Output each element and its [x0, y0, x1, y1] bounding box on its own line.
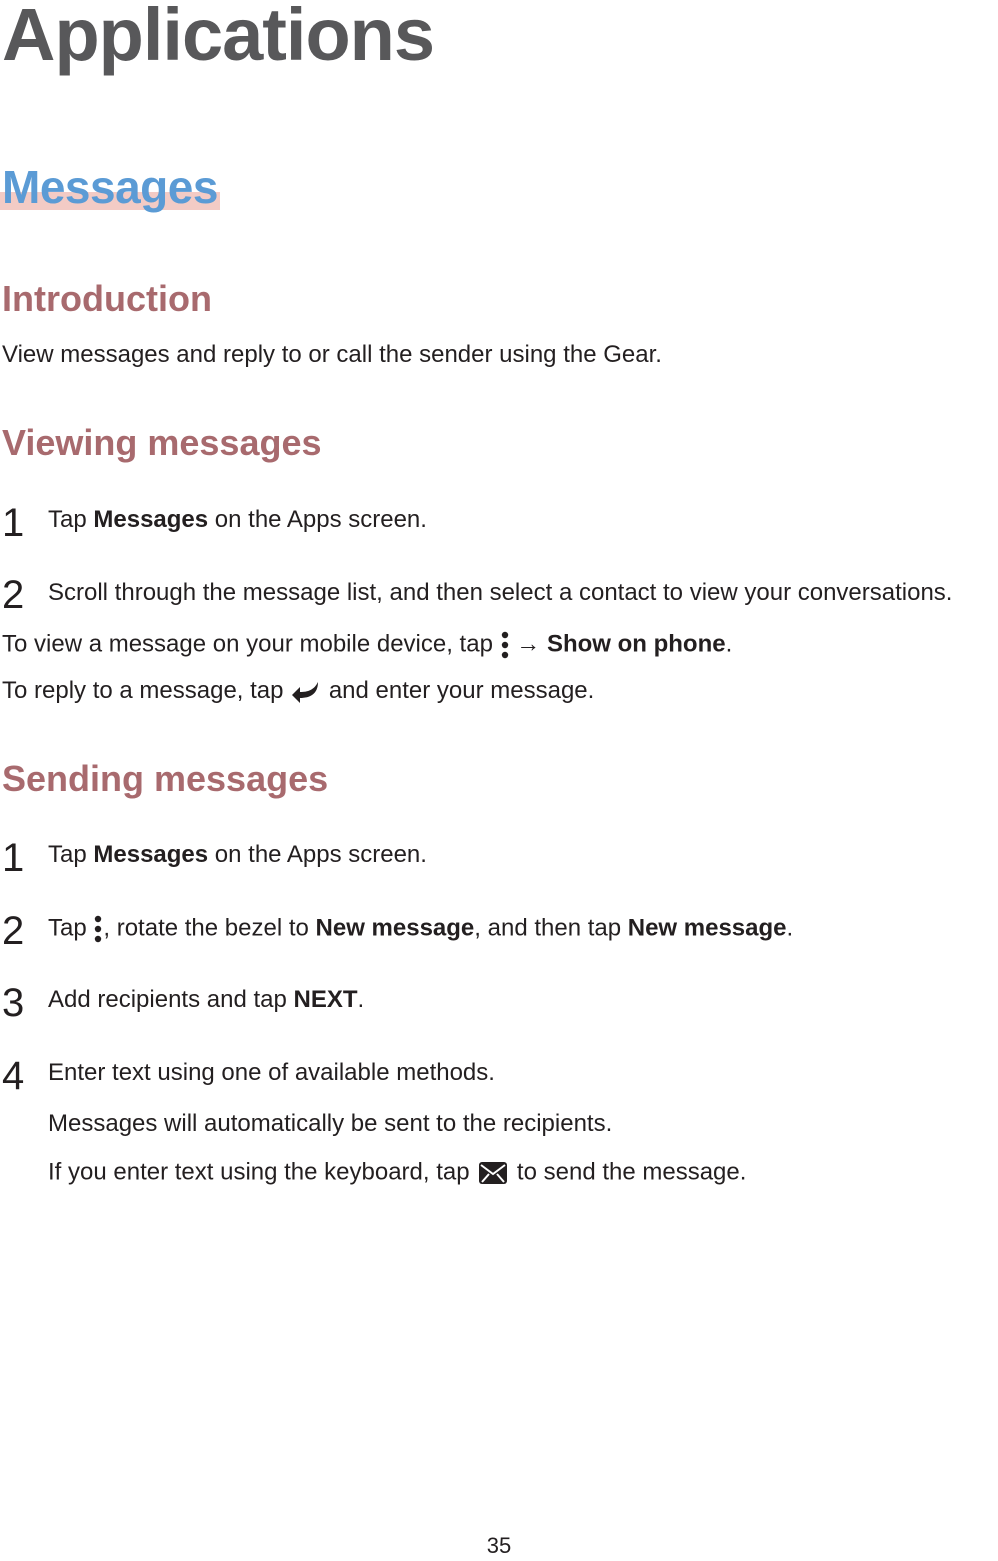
viewing-note-reply [2, 677, 594, 706]
viewing-heading: Viewing messages [2, 422, 322, 463]
sending-step-1-number: 1 [2, 836, 25, 880]
sending-step-3-text [48, 986, 364, 1014]
arrow-text: → [509, 630, 547, 658]
note-text: to send the message. [510, 1158, 747, 1186]
new-message-label: New message [627, 914, 787, 942]
sending-step-2-text [48, 914, 793, 944]
note-text: If you enter text using the keyboard, tap [48, 1158, 477, 1186]
sending-step-3-number: 3 [2, 981, 25, 1025]
section-title-wrap [0, 160, 220, 214]
step-text: Add recipients and tap [48, 986, 294, 1013]
step-text: Tap [48, 841, 94, 868]
step-text: Tap [48, 506, 94, 533]
send-icon [476, 1158, 510, 1188]
sending-step-4-number: 4 [2, 1054, 25, 1098]
step-text: . [357, 986, 365, 1013]
step-text: Tap [48, 914, 94, 942]
viewing-step-2-number: 2 [2, 573, 25, 617]
note-text: To reply to a message, tap [2, 677, 291, 704]
note-text: To view a message on your mobile device, tap [2, 630, 500, 658]
show-on-phone-label: Show on phone [546, 630, 726, 658]
reply-icon [290, 678, 322, 706]
sending-sub-auto-send: Messages will automatically be sent to the recipients. [48, 1110, 613, 1137]
step-text: , rotate the bezel to [103, 914, 316, 942]
sending-heading: Sending messages [2, 758, 329, 799]
sending-step-2-number: 2 [2, 909, 25, 953]
intro-text: View messages and reply to or call the sender using the Gear. [2, 341, 662, 368]
step-bold-label: Messages [93, 841, 209, 868]
next-label: NEXT [293, 986, 358, 1013]
note-text: and enter your message. [322, 677, 595, 704]
step-text: , and then tap [474, 914, 628, 942]
chapter-title: Applications [2, 0, 435, 76]
intro-heading: Introduction [2, 278, 212, 319]
viewing-note-show-on-phone [2, 630, 732, 660]
viewing-step-1-number: 1 [2, 501, 25, 545]
section-title-text: Messages [2, 161, 218, 213]
section-title [0, 160, 220, 214]
more-options-icon [93, 914, 103, 944]
step-text: on the Apps screen. [208, 506, 427, 533]
step-bold-label: Messages [93, 506, 209, 533]
step-text: . [786, 914, 794, 942]
viewing-step-1-text [48, 506, 427, 534]
viewing-step-2-text: Scroll through the message list, and then select a contact to view your conversations. [48, 579, 953, 606]
page-number: 35 [486, 1533, 512, 1558]
new-message-label: New message [315, 914, 475, 942]
more-options-icon [500, 630, 510, 660]
sending-step-1-text [48, 841, 427, 869]
sending-sub-keyboard [48, 1158, 746, 1188]
note-text: . [725, 630, 733, 658]
sending-step-4-text: Enter text using one of available methods. [48, 1059, 495, 1086]
step-text: on the Apps screen. [208, 841, 427, 868]
